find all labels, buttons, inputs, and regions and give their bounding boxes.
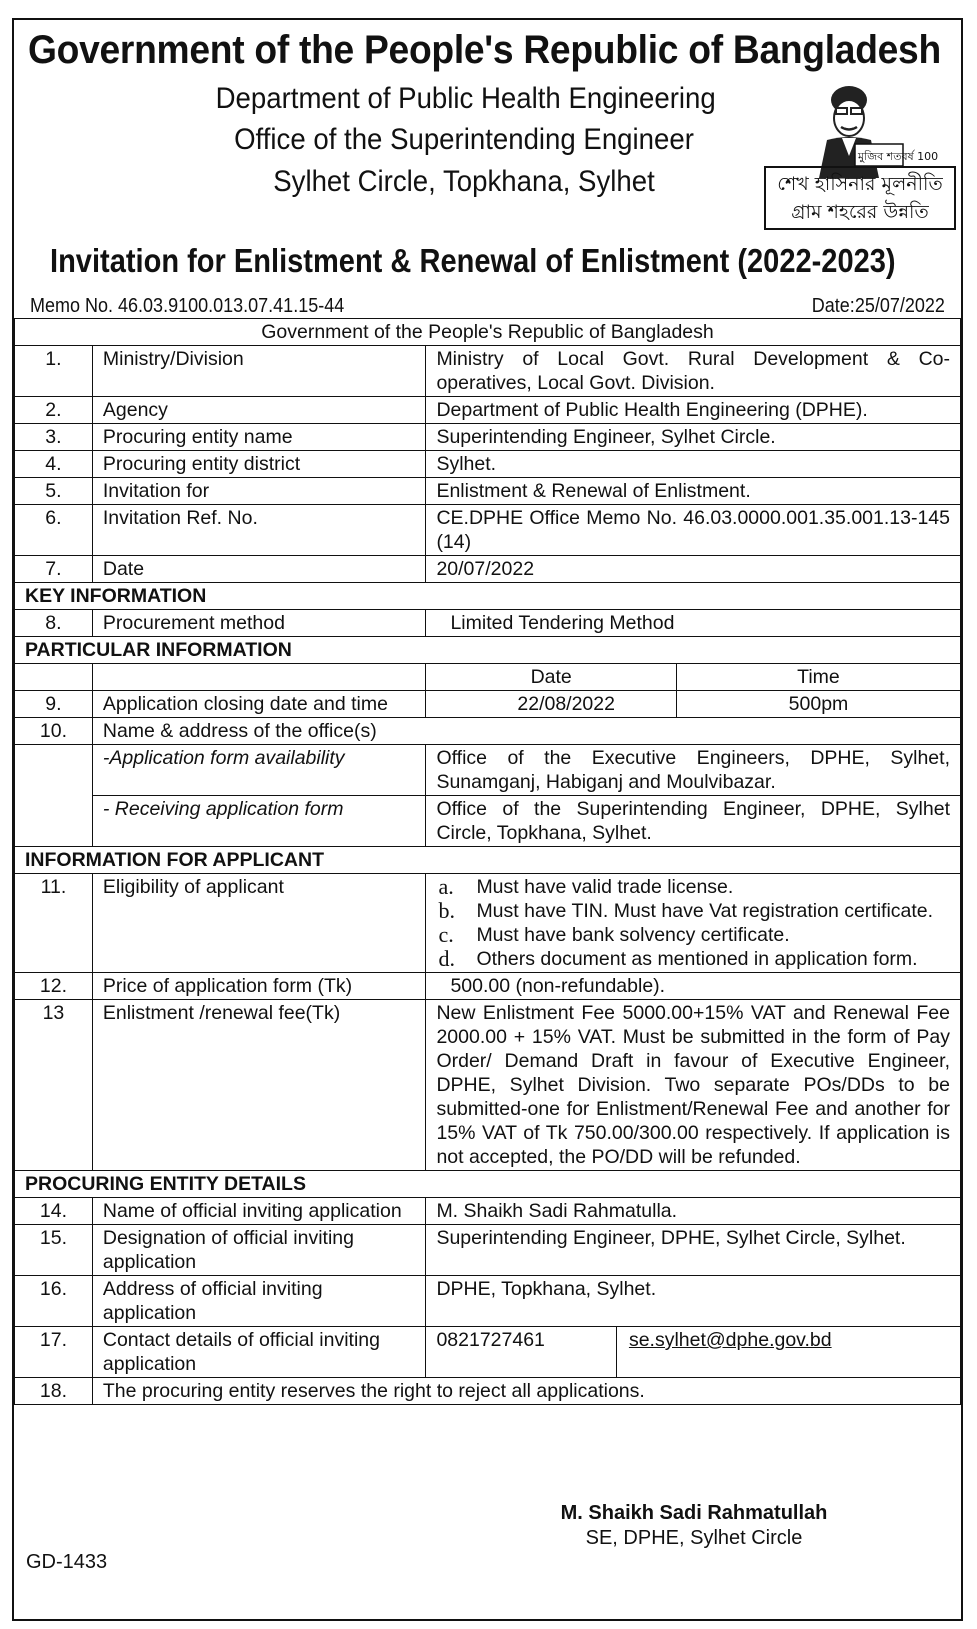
- row-number: 15.: [15, 1225, 93, 1276]
- table-row: [15, 973, 961, 1000]
- list-item: [436, 923, 950, 947]
- table-row: [15, 1378, 961, 1405]
- table-row: [15, 556, 961, 583]
- signatory-name: M. Shaikh Sadi Rahmatullah: [560, 1502, 828, 1524]
- logo-text: মুজিব শতবর্ষ 100: [858, 150, 939, 163]
- particular-information-heading: PARTICULAR INFORMATION: [15, 637, 961, 664]
- row-number: 17.: [15, 1327, 93, 1378]
- row-number: 1.: [15, 346, 93, 397]
- row-number: 3.: [15, 424, 93, 451]
- list-item-text: Others document as mentioned in application form.: [476, 948, 918, 970]
- empty-cell: [15, 664, 93, 691]
- contact-phone: 0821727461: [426, 1327, 616, 1377]
- row-label: Agency: [92, 397, 426, 424]
- list-marker: b.: [438, 898, 455, 923]
- table-row: [15, 610, 961, 637]
- row-value: Office of the Superintending Engineer, DPHE, Sylhet Circle, Topkhana, Sylhet.: [426, 796, 961, 847]
- row-label: Eligibility of applicant: [92, 874, 426, 973]
- table-row: [15, 718, 961, 745]
- section-heading-row: [15, 1171, 961, 1198]
- slogan-box: [764, 166, 956, 230]
- row-number: 11.: [15, 874, 93, 973]
- notice-page: [12, 18, 963, 1621]
- row-value: Ministry of Local Govt. Rural Development & Co-operatives, Local Govt. Division.: [426, 346, 961, 397]
- table-row: [15, 478, 961, 505]
- row-label: Procuring entity name: [92, 424, 426, 451]
- empty-cell: [15, 745, 93, 796]
- row-value: 500.00 (non-refundable).: [426, 973, 961, 1000]
- row-label: Invitation Ref. No.: [92, 505, 426, 556]
- table-row: [15, 1000, 961, 1171]
- row-label: Procurement method: [92, 610, 426, 637]
- row-number: 2.: [15, 397, 93, 424]
- applicant-information-heading: INFORMATION FOR APPLICANT: [15, 847, 961, 874]
- notice-table: [14, 318, 961, 1405]
- list-marker: c.: [438, 922, 454, 947]
- section-heading-row: [15, 847, 961, 874]
- notice-header: [14, 20, 961, 320]
- row-number: 14.: [15, 1198, 93, 1225]
- row-value: Superintending Engineer, Sylhet Circle.: [426, 424, 961, 451]
- key-information-heading: KEY INFORMATION: [15, 583, 961, 610]
- empty-cell: [92, 664, 426, 691]
- signatory-title: SE, DPHE, Sylhet Circle: [585, 1527, 803, 1549]
- row-value: New Enlistment Fee 5000.00+15% VAT and Renewal Fee 2000.00 + 15% VAT. Must be submitted in the form of Pay Order/ Demand Draft in favour of Executive Engineer, DPHE, Sylhet Division. Two separate POs/DDs to be submitted-one for Enlistment/Renewal Fee and another for 15% VAT of Tk 750.00/300.00 respectively. If application is not accepted, the PO/DD will be refunded.: [426, 1000, 961, 1171]
- row-label: Invitation for: [92, 478, 426, 505]
- time-column-header: Time: [797, 666, 840, 688]
- table-row: [15, 1225, 961, 1276]
- row-number: 5.: [15, 478, 93, 505]
- closing-time: 500pm: [788, 693, 849, 715]
- row-value: 20/07/2022: [426, 556, 961, 583]
- table-row: [15, 397, 961, 424]
- row-number: 4.: [15, 451, 93, 478]
- memo-number: Memo No. 46.03.9100.013.07.41.15-44: [30, 295, 345, 317]
- invitation-title: Invitation for Enlistment & Renewal of Enlistment (2022-2023): [50, 242, 896, 279]
- department-name: Department of Public Health Engineering: [215, 82, 716, 115]
- row-label: - Receiving application form: [92, 796, 426, 847]
- table-row: [15, 424, 961, 451]
- office-address: Sylhet Circle, Topkhana, Sylhet: [273, 165, 655, 198]
- table-row: [15, 874, 961, 973]
- table-row: [15, 1327, 961, 1378]
- row-value: Limited Tendering Method: [426, 610, 961, 637]
- eligibility-list: [436, 875, 950, 971]
- row-number: 12.: [15, 973, 93, 1000]
- empty-cell: [15, 796, 93, 847]
- notice-footer: [14, 1502, 961, 1620]
- list-item: [436, 875, 950, 899]
- row-label: Application closing date and time: [92, 691, 426, 718]
- row-label: Price of application form (Tk): [92, 973, 426, 1000]
- date-column-header: Date: [426, 664, 676, 690]
- eligibility-list-cell: [426, 874, 961, 973]
- date-time-header: [426, 664, 960, 690]
- list-item: [436, 899, 950, 923]
- table-row: [15, 691, 961, 718]
- date-time-header-row: [15, 664, 961, 691]
- row-label: Name of official inviting application: [92, 1198, 426, 1225]
- row-label: -Application form availability: [92, 745, 426, 796]
- closing-date: 22/08/2022: [426, 691, 676, 717]
- row-label: Ministry/Division: [92, 346, 426, 397]
- row-number: 18.: [15, 1378, 93, 1405]
- procuring-entity-heading: PROCURING ENTITY DETAILS: [15, 1171, 961, 1198]
- government-title: Government of the People's Republic of Bangladesh: [28, 28, 941, 72]
- list-item-text: Must have valid trade license.: [476, 876, 734, 898]
- contact-details-cell: [426, 1327, 961, 1378]
- list-marker: a.: [438, 874, 454, 899]
- row-value: Office of the Executive Engineers, DPHE, Sylhet, Sunamganj, Habiganj and Moulvibazar.: [426, 745, 961, 796]
- list-item: [436, 947, 950, 971]
- row-value: Enlistment & Renewal of Enlistment.: [426, 478, 961, 505]
- row-number: 6.: [15, 505, 93, 556]
- row-value: DPHE, Topkhana, Sylhet.: [426, 1276, 961, 1327]
- office-name: Office of the Superintending Engineer: [234, 123, 694, 156]
- slogan-line-2: গ্রাম শহরের উন্নতি: [791, 201, 929, 223]
- slogan-line-1: শেখ হাসিনার মূলনীতি: [777, 173, 943, 195]
- table-row: [15, 745, 961, 796]
- table-row: [15, 796, 961, 847]
- row-number: 9.: [15, 691, 93, 718]
- row-label: Date: [92, 556, 426, 583]
- closing-date-time: [426, 691, 960, 717]
- memo-date: Date:25/07/2022: [811, 295, 945, 317]
- row-label: Enlistment /renewal fee(Tk): [92, 1000, 426, 1171]
- row-label: Address of official inviting application: [92, 1276, 426, 1327]
- row-value: CE.DPHE Office Memo No. 46.03.0000.001.35.001.13-145 (14): [426, 505, 961, 556]
- gd-number: GD-1433: [26, 1551, 108, 1573]
- row-number: 16.: [15, 1276, 93, 1327]
- table-row: [15, 451, 961, 478]
- row-label: Procuring entity district: [92, 451, 426, 478]
- table-heading-row: [15, 319, 961, 346]
- contact-email-link[interactable]: se.sylhet@dphe.gov.bd: [628, 1329, 832, 1351]
- row-label: Designation of official inviting application: [92, 1225, 426, 1276]
- mujib-centenary-logo: [809, 78, 939, 178]
- row-value: Superintending Engineer, DPHE, Sylhet Circle, Sylhet.: [426, 1225, 961, 1276]
- table-row: [15, 1276, 961, 1327]
- table-row: [15, 346, 961, 397]
- table-row: [15, 505, 961, 556]
- row-value: M. Shaikh Sadi Rahmatulla.: [426, 1198, 961, 1225]
- row-label: Name & address of the office(s): [92, 718, 960, 745]
- contact-details: [426, 1327, 960, 1377]
- section-heading-row: [15, 583, 961, 610]
- list-marker: d.: [438, 946, 455, 971]
- row-label: Contact details of official inviting application: [92, 1327, 426, 1378]
- row-value: Sylhet.: [426, 451, 961, 478]
- date-time-header-cell: [426, 664, 961, 691]
- row-number: 13: [15, 1000, 93, 1171]
- row-number: 10.: [15, 718, 93, 745]
- table-row: [15, 1198, 961, 1225]
- row-value: The procuring entity reserves the right to reject all applications.: [92, 1378, 960, 1405]
- closing-date-time-cell: [426, 691, 961, 718]
- list-item-text: Must have TIN. Must have Vat registration certificate.: [476, 900, 934, 922]
- row-value: Department of Public Health Engineering (DPHE).: [426, 397, 961, 424]
- section-heading-row: [15, 637, 961, 664]
- list-item-text: Must have bank solvency certificate.: [476, 924, 790, 946]
- row-number: 8.: [15, 610, 93, 637]
- table-top-heading: Government of the People's Republic of Bangladesh: [15, 319, 961, 346]
- row-number: 7.: [15, 556, 93, 583]
